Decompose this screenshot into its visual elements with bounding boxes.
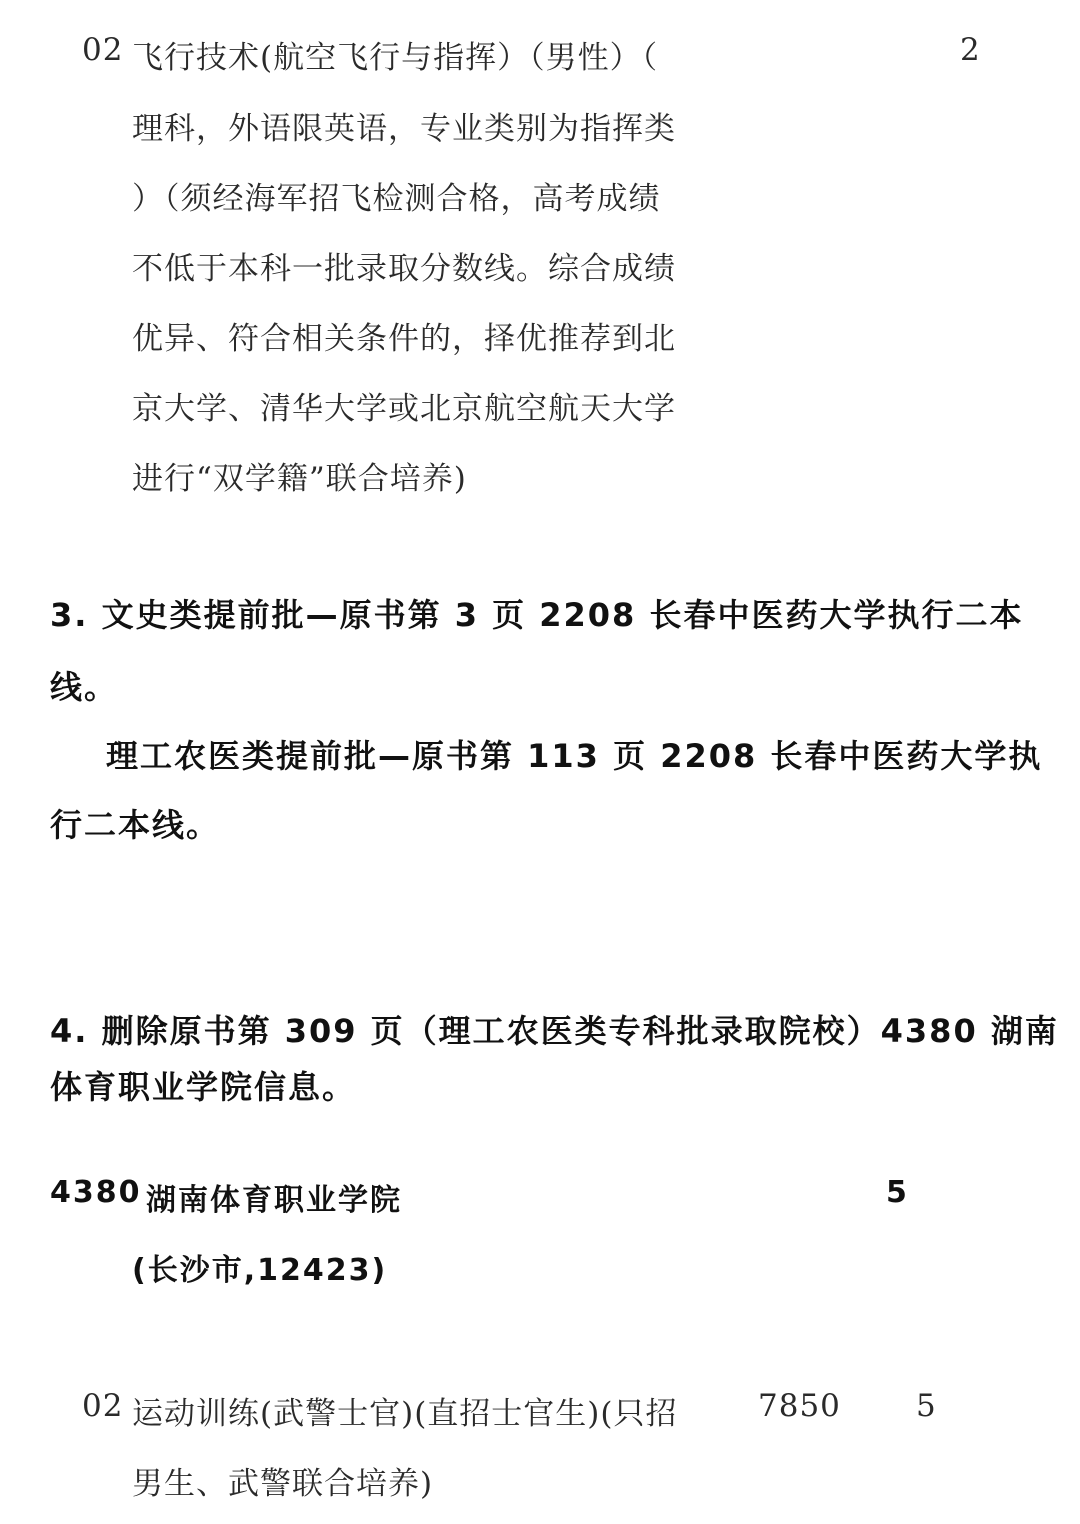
major-desc-line: 京大学、清华大学或北京航空航天大学: [132, 391, 676, 427]
school-name: 湖南体育职业学院: [146, 1183, 402, 1218]
major-quota: 5: [916, 1388, 937, 1424]
section-3-para1: 3. 文史类提前批—原书第 3 页 2208 长春中医药大学执行二本: [50, 596, 1024, 634]
major-title: 飞行技术(航空飞行与指挥）（男性）（: [132, 40, 659, 76]
major-fee: 7850: [758, 1388, 841, 1424]
major-desc-line: 理科，外语限英语，专业类别为指挥类: [132, 111, 676, 147]
major-title-cont: 男生、武警联合培养): [132, 1466, 434, 1502]
major-code: 02: [82, 1388, 124, 1424]
section-3-para2-cont: 行二本线。: [50, 806, 221, 844]
major-desc-line: ）（须经海军招飞检测合格，高考成绩: [132, 181, 661, 217]
section-3-para2: 理工农医类提前批—原书第 113 页 2208 长春中医药大学执: [106, 737, 1043, 775]
major-quota: 2: [960, 32, 981, 68]
school-location: (长沙市,12423): [132, 1253, 388, 1288]
school-count: 5: [886, 1175, 909, 1210]
section-3-para1-cont: 线。: [50, 668, 119, 706]
major-desc-line: 进行“双学籍”联合培养): [132, 461, 467, 497]
major-title: 运动训练(武警士官)(直招士官生)(只招: [132, 1396, 678, 1432]
major-desc-line: 不低于本科一批录取分数线。综合成绩: [132, 251, 676, 287]
major-desc-line: 优异、符合相关条件的，择优推荐到北: [132, 321, 676, 357]
section-4-line1: 4. 删除原书第 309 页（理工农医类专科批录取院校）4380 湖南: [50, 1012, 1059, 1050]
major-code: 02: [82, 32, 124, 68]
section-4-line2: 体育职业学院信息。: [50, 1068, 357, 1106]
school-code: 4380: [50, 1175, 142, 1210]
